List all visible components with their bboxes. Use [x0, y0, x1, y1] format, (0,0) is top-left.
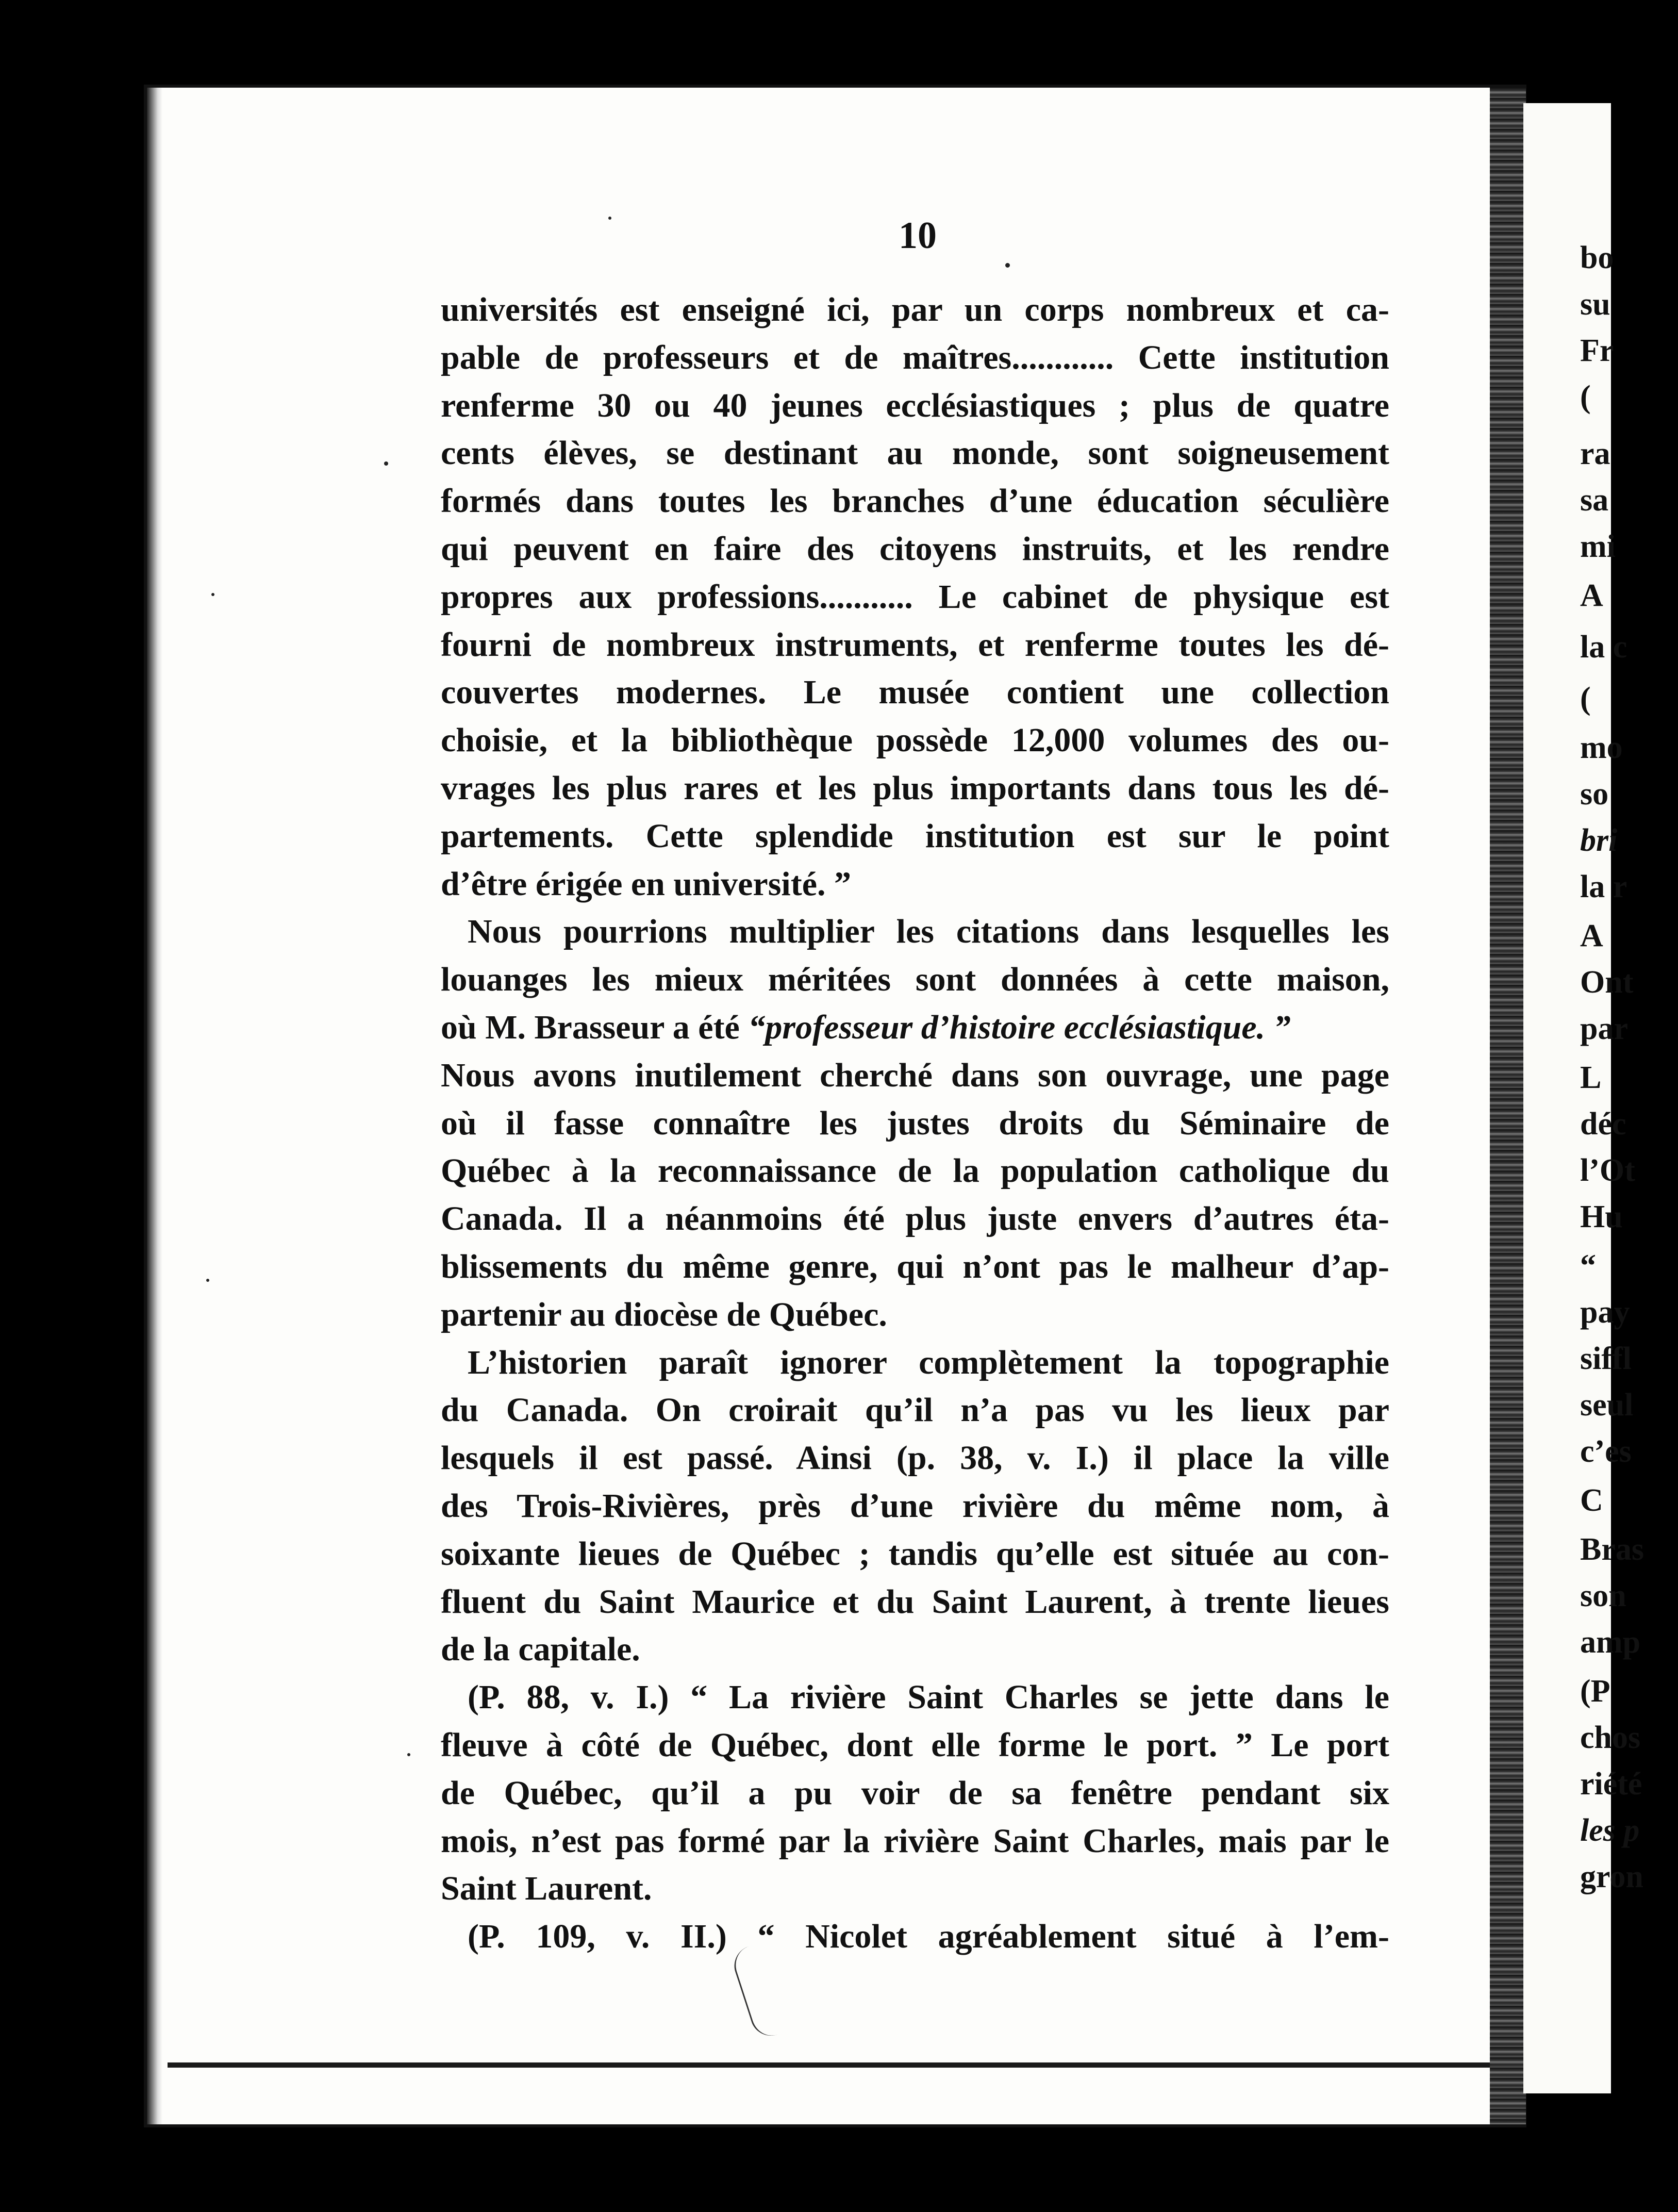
next-page-fragment: gron: [1580, 1859, 1643, 1894]
text-line: fleuve à côté de Québec, dont elle forme le port. ” Le port: [441, 1726, 1389, 1764]
next-page-fragment: l’Ot: [1580, 1153, 1635, 1188]
text-line: cents élèves, se destinant au monde, sont soigneusement: [441, 434, 1389, 472]
text-line: vrages les plus rares et les plus importants dans tous les dé-: [441, 769, 1389, 807]
margin-speck: [608, 217, 611, 220]
italic-quote: “professeur d’histoire ecclésiastique. ”: [748, 1008, 1291, 1046]
next-page-fragment: mo: [1580, 730, 1623, 765]
text-line: (P. 88, v. I.) “ La rivière Saint Charles se jette dans le: [468, 1678, 1389, 1716]
text-line: du Canada. On croirait qu’il n’a pas vu les lieux par: [441, 1391, 1389, 1429]
page-gutter: [1490, 88, 1526, 2124]
text-line: formés dans toutes les branches d’une éducation séculière: [441, 482, 1389, 520]
text-line: qui peuvent en faire des citoyens instruits, et les rendre: [441, 530, 1389, 568]
text-line: où il fasse connaître les justes droits du Séminaire de: [441, 1104, 1389, 1142]
next-page-fragment: su: [1580, 287, 1610, 322]
text-line: Nous avons inutilement cherché dans son ouvrage, une page: [441, 1056, 1389, 1094]
text-line: fourni de nombreux instruments, et renferme toutes les dé-: [441, 625, 1389, 664]
next-page-fragment: siffl: [1580, 1341, 1632, 1376]
text-line: partenir au diocèse de Québec.: [441, 1295, 887, 1333]
text-line: universités est enseigné ici, par un corps nombreux et ca-: [441, 291, 1389, 328]
text-line: pable de professeurs et de maîtres............ Cette institution: [441, 338, 1389, 376]
margin-speck: [407, 1753, 410, 1756]
text-line: lesquels il est passé. Ainsi (p. 38, v. I.) il place la ville: [441, 1439, 1389, 1477]
text-line: renferme 30 ou 40 jeunes ecclésiastiques ; plus de quatre: [441, 386, 1389, 424]
next-page-fragment: c’es: [1580, 1434, 1632, 1469]
next-page-fragment: amp: [1580, 1625, 1641, 1660]
text-run: où M. Brasseur a été: [441, 1008, 749, 1046]
next-page-fragment: “: [1580, 1248, 1596, 1283]
text-line: Nous pourrions multiplier les citations dans lesquelles les: [468, 913, 1389, 951]
margin-speck: [384, 461, 388, 466]
text-line: [441, 1004, 1389, 1052]
next-page-fragment: A: [1580, 918, 1603, 953]
text-line: mois, n’est pas formé par la rivière Saint Charles, mais par le: [441, 1822, 1389, 1860]
next-page-fragment: bo: [1580, 240, 1614, 275]
next-page-fragment: (: [1580, 379, 1591, 415]
next-page-fragment: par: [1580, 1011, 1628, 1046]
text-line: partements. Cette splendide institution est sur le point: [441, 817, 1389, 855]
next-page-fragment: riété: [1580, 1767, 1642, 1802]
text-line: couvertes modernes. Le musée contient une collection: [441, 673, 1389, 712]
next-page-fragment: la c: [1580, 630, 1627, 665]
text-line: choisie, et la bibliothèque possède 12,000 volumes des ou-: [441, 721, 1389, 760]
next-page-fragment: Bras: [1580, 1532, 1644, 1567]
page-bottom-rule: [168, 2062, 1508, 2068]
next-page-fragment: la r: [1580, 869, 1627, 904]
next-page-fragment: déc: [1580, 1107, 1626, 1142]
text-line: d’être érigée en université. ”: [441, 865, 851, 903]
next-page-fragment: (: [1580, 681, 1591, 716]
next-page-fragment: C: [1580, 1483, 1603, 1518]
text-line: Canada. Il a néanmoins été plus juste envers d’autres éta-: [441, 1200, 1389, 1238]
text-line: soixante lieues de Québec ; tandis qu’elle est située au con-: [441, 1534, 1389, 1573]
next-page-fragment: Hu: [1580, 1199, 1623, 1234]
next-page-fragment: pay: [1580, 1295, 1630, 1330]
text-line: propres aux professions........... Le cabinet de physique est: [441, 577, 1389, 616]
next-page-fragment: les p: [1580, 1813, 1640, 1848]
text-line: de la capitale.: [441, 1630, 640, 1669]
text-line: des Trois-Rivières, près d’une rivière du même nom, à: [441, 1487, 1389, 1525]
page-number: 10: [899, 214, 937, 257]
text-line: (P. 109, v. II.) “ Nicolet agréablement situé à l’em-: [468, 1918, 1389, 1956]
margin-speck: [206, 1279, 209, 1282]
margin-speck: [211, 593, 214, 596]
next-page-fragment: mi: [1580, 529, 1616, 564]
next-page-fragment: so: [1580, 777, 1609, 812]
text-line: Saint Laurent.: [441, 1870, 652, 1908]
next-page-fragment: sa: [1580, 483, 1609, 518]
next-page-fragment: Fr: [1580, 333, 1614, 368]
next-page-fragment: chos: [1580, 1720, 1641, 1755]
text-line: louanges les mieux méritées sont données à cette maison,: [441, 961, 1389, 999]
text-line: fluent du Saint Maurice et du Saint Laurent, à trente lieues: [441, 1582, 1389, 1621]
text-line: L’historien paraît ignorer complètement la topographie: [468, 1343, 1389, 1381]
next-page-fragment: ra: [1580, 436, 1610, 471]
next-page-fragment: son: [1580, 1578, 1626, 1613]
next-page-sliver: [1523, 103, 1678, 2093]
next-page-fragment: (P: [1580, 1674, 1610, 1709]
next-page-fragment: L: [1580, 1060, 1602, 1095]
body-text: [441, 286, 1389, 1961]
text-line: de Québec, qu’il a pu voir de sa fenêtre pendant six: [441, 1774, 1389, 1812]
page-binding-edge: [147, 88, 162, 2124]
next-page-fragment: Ont: [1580, 965, 1634, 1000]
next-page-fragment: A: [1580, 578, 1603, 613]
text-line: blissements du même genre, qui n’ont pas le malheur d’ap-: [441, 1247, 1389, 1285]
next-page-fragment: seul: [1580, 1388, 1634, 1423]
text-line: Québec à la reconnaissance de la population catholique du: [441, 1152, 1389, 1190]
margin-speck: [1005, 263, 1010, 268]
next-page-fragment: bri: [1580, 823, 1618, 858]
